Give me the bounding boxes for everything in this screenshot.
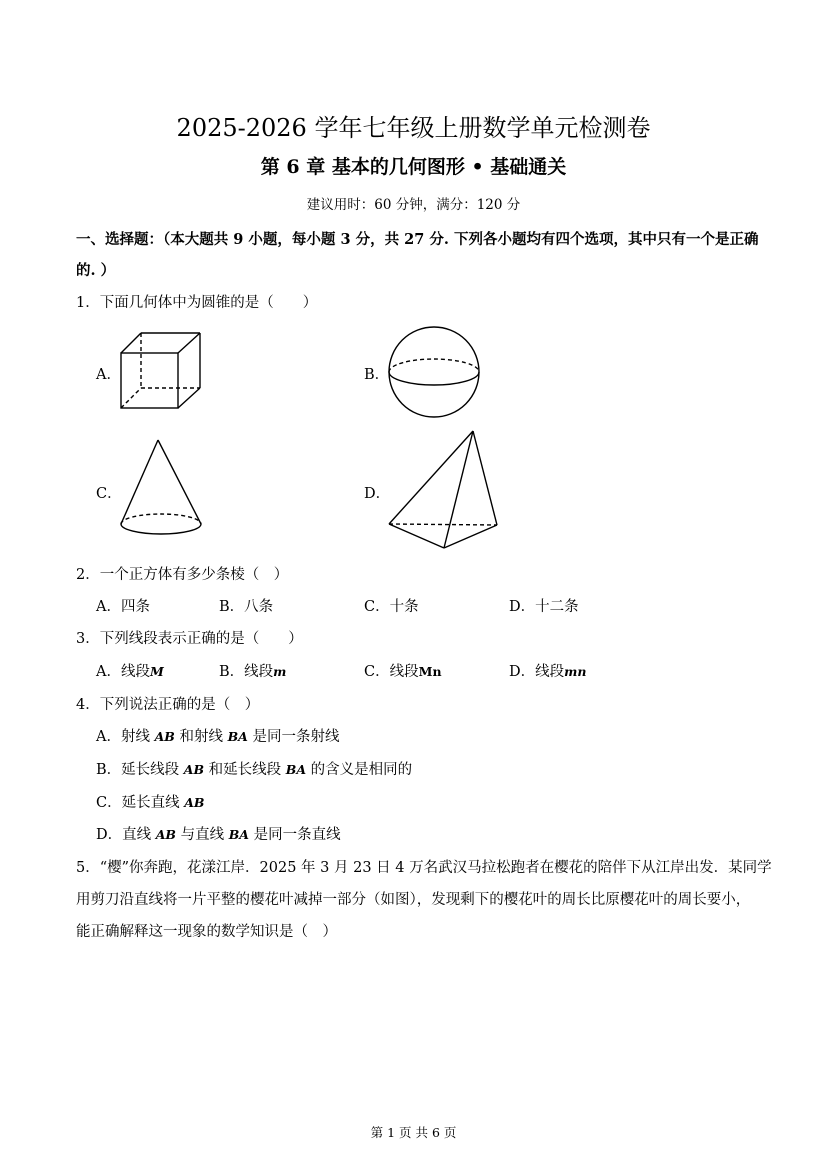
- q4-d-var-1: AB: [155, 827, 176, 842]
- q2-option-b: B．八条: [219, 599, 274, 615]
- question-1-stem: 1．下面几何体中为圆锥的是（ ）: [76, 295, 318, 311]
- question-3-stem: 3．下列线段表示正确的是（ ）: [76, 631, 303, 647]
- q2-option-c: C．十条: [364, 599, 419, 615]
- q4-option-c: [96, 791, 204, 812]
- exam-meta: 建议用时：60 分钟，满分：120 分: [306, 197, 521, 213]
- q4-a-text-2: 和射线: [174, 729, 228, 745]
- q3-option-a-var: M: [149, 664, 164, 679]
- q3-option-d-var: mn: [564, 664, 587, 679]
- q4-a-var-2: BA: [227, 729, 248, 744]
- q4-b-var-1: AB: [183, 762, 205, 777]
- question-4-stem: 4．下列说法正确的是（ ）: [76, 697, 260, 713]
- q4-d-text-2: 与直线: [176, 827, 229, 843]
- question-2-stem: 2．一个正方体有多少条棱（ ）: [76, 567, 289, 583]
- question-5-line1: 5．“樱”你奔跑，花漾江岸．2025 年 3 月 23 日 4 万名武汉马拉松跑者在樱花的陪伴下从江岸出发．某同学: [76, 860, 772, 876]
- q4-b-var-2: BA: [285, 762, 307, 777]
- q3-option-a: [96, 660, 164, 681]
- pyramid-icon: [386, 428, 502, 552]
- question-5-line3: 能正确解释这一现象的数学知识是（ ）: [76, 924, 337, 940]
- q4-d-text-3: 是同一条直线: [248, 827, 341, 843]
- q1-option-c-label: C．: [96, 486, 122, 502]
- cube-icon: [118, 330, 208, 412]
- q4-option-b: [96, 758, 412, 779]
- q4-b-text-1: B．延长线段: [96, 762, 184, 778]
- q4-a-text-1: A．射线: [96, 729, 155, 745]
- sphere-icon: [386, 325, 482, 419]
- q4-c-text-1: C．延长直线: [96, 795, 185, 811]
- q4-option-a: [96, 725, 339, 746]
- q3-option-d-prefix: D．线段: [509, 664, 565, 680]
- chapter-subtitle: 第 6 章 基本的几何图形 • 基础通关: [260, 156, 567, 178]
- page-title: 2025-2026 学年七年级上册数学单元检测卷: [176, 114, 651, 142]
- cone-icon: [118, 437, 204, 539]
- q3-option-a-prefix: A．线段: [96, 664, 150, 680]
- q3-option-c-var: Mn: [418, 664, 442, 679]
- q4-b-text-3: 的含义是相同的: [306, 762, 413, 778]
- q1-option-a-label: A．: [96, 367, 121, 383]
- q4-option-d: [96, 823, 341, 844]
- q3-option-b-prefix: B．线段: [219, 664, 274, 680]
- q2-option-d: D．十二条: [509, 599, 579, 615]
- q4-b-text-2: 和延长线段: [204, 762, 286, 778]
- q4-c-var-1: AB: [184, 795, 205, 810]
- q3-option-c-prefix: C．线段: [364, 664, 419, 680]
- q4-d-text-1: D．直线: [96, 827, 156, 843]
- q4-a-var-1: AB: [154, 729, 175, 744]
- q2-option-a: A．四条: [96, 599, 150, 615]
- q1-option-b-label: B．: [364, 367, 390, 383]
- page-footer: 第 1 页 共 6 页: [370, 1125, 457, 1140]
- q3-option-d: [509, 660, 586, 681]
- section-heading-line2: 的. ）: [76, 262, 116, 279]
- q4-d-var-2: BA: [228, 827, 249, 842]
- q1-option-d-label: D．: [364, 486, 391, 502]
- question-5-line2: 用剪刀沿直线将一片平整的樱花叶减掉一部分（如图），发现剩下的樱花叶的周长比原樱花叶的周长要小，: [76, 892, 751, 908]
- q3-option-b-var: m: [273, 664, 287, 679]
- section-heading-line1: 一、选择题：（本大题共 9 小题，每小题 3 分，共 27 分. 下列各小题均有四个选项，其中只有一个是正确: [76, 231, 759, 248]
- q4-a-text-3: 是同一条射线: [247, 729, 340, 745]
- q3-option-c: [364, 660, 442, 681]
- q3-option-b: [219, 660, 286, 681]
